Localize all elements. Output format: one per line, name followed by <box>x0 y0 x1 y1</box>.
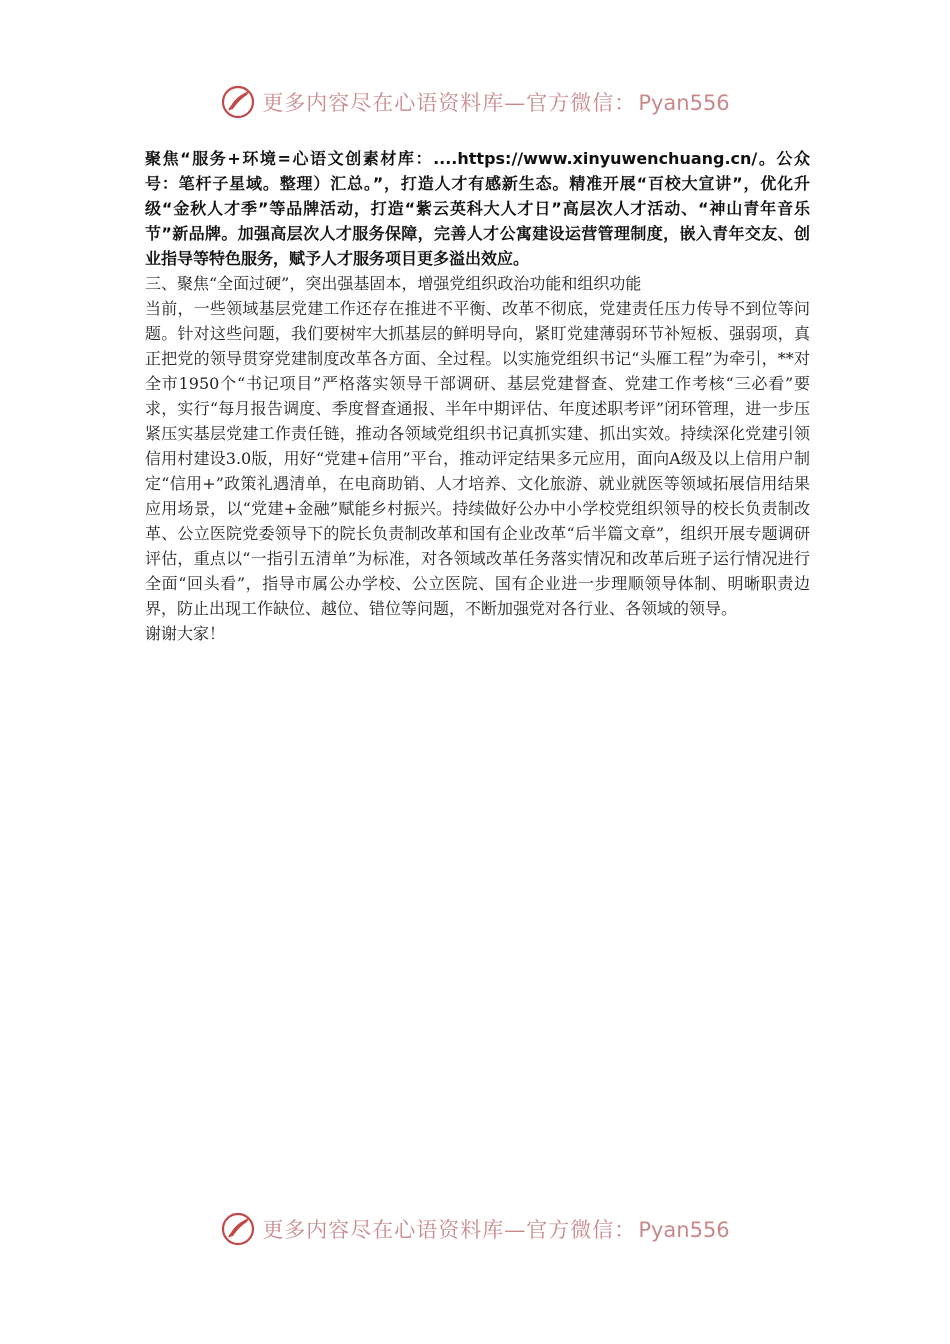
footer-banner-text <box>262 1214 729 1244</box>
pen-logo-icon <box>220 1211 256 1247</box>
footer-banner-title: 更多内容尽在心语资料库—官方微信： <box>262 1218 637 1242</box>
header-wechat-id: Pyan556 <box>638 91 730 115</box>
footer-banner <box>0 1209 950 1249</box>
pen-logo-icon <box>220 84 256 120</box>
header-banner-title: 更多内容尽在心语资料库—官方微信： <box>262 91 637 115</box>
body-paragraph: 当前，一些领域基层党建工作还存在推进不平衡、改革不彻底，党建责任压力传导不到位等问题。针对这些问题，我们要树牢大抓基层的鲜明导向，紧盯党建薄弱环节补短板、强弱项，真正把党的领导贯穿党建制度改革各方面、全过程。以实施党组织书记“头雁工程”为牵引，**对全市1950个“书记项目”严格落实领导干部调研、基层党建督查、党建工作考核“三必看”要求，实行“每月报告调度、季度督查通报、半年中期评估、年度述职考评”闭环管理，进一步压紧压实基层党建工作责任链，推动各领域党组织书记真抓实建、抓出实效。持续深化党建引领信用村建设3.0版，用好“党建+信用”平台，推动评定结果多元应用，面向A级及以上信用户制定“信用+”政策礼遇清单，在电商助销、人才培养、文化旅游、就业就医等领域拓展信用结果应用场景，以“党建+金融”赋能乡村振兴。持续做好公办中小学校党组织领导的校长负责制改革、公立医院党委领导下的院长负责制改革和国有企业改革“后半篇文章”，组织开展专题调研评估，重点以“一指引五清单”为标准，对各领域改革任务落实情况和改革后班子运行情况进行全面“回头看”，指导市属公办学校、公立医院、国有企业进一步理顺领导体制、明晰职责边界，防止出现工作缺位、越位、错位等问题，不断加强党对各行业、各领域的领导。 <box>145 299 810 618</box>
footer-wechat-id: Pyan556 <box>638 1218 730 1242</box>
header-banner-text <box>262 87 729 117</box>
header-banner <box>0 82 950 122</box>
section-heading: 三、聚焦“全面过硬”，突出强基固本，增强党组织政治功能和组织功能 <box>145 274 642 293</box>
bold-intro-paragraph: 聚焦“服务+环境=心语文创素材库：....https://www.xinyuwenchuang.cn/。公众号：笔杆子星域。整理）汇总。”，打造人才有感新生态。精准开展“百校大宣讲”，优化升级“金秋人才季”等品牌活动，打造“紫云英科大人才日”高层次人才活动、“神山青年音乐节”新品牌。加强高层次人才服务保障，完善人才公寓建设运营管理制度，嵌入青年交友、创业指导等特色服务，赋予人才服务项目更多溢出效应。 <box>145 149 810 268</box>
closing-line: 谢谢大家！ <box>145 624 226 643</box>
document-body <box>145 146 810 646</box>
